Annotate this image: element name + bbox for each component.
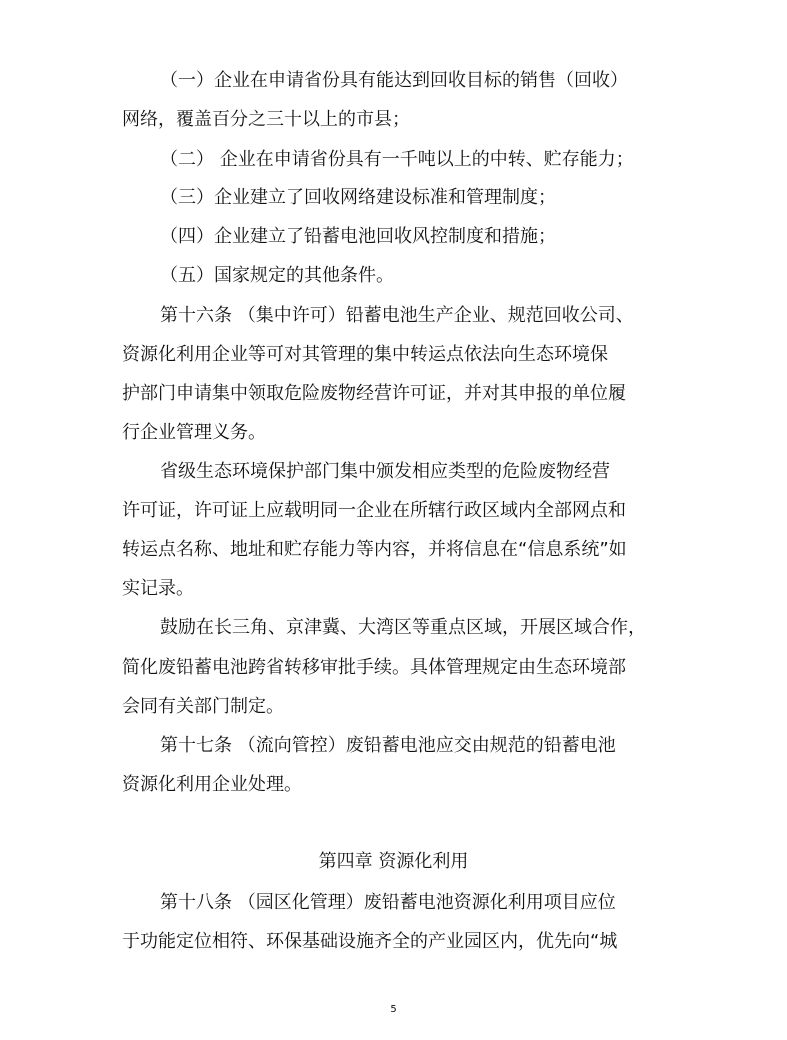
page-number: 5	[390, 1004, 397, 1015]
text-line: 护部门申请集中领取危险废物经营许可证，并对其申报的单位履	[122, 383, 626, 404]
text-line: 实记录。	[122, 578, 194, 599]
text-line: 第十六条 （集中许可）铅蓄电池生产企业、规范回收公司、	[160, 305, 634, 326]
text-line: 会同有关部门制定。	[122, 696, 284, 717]
text-line: 资源化利用企业处理。	[122, 774, 302, 795]
text-line: 网络，覆盖百分之三十以上的市县；	[122, 109, 410, 130]
text-line: （二） 企业在申请省份具有一千吨以上的中转、贮存能力；	[160, 149, 634, 170]
text-line: （一）企业在申请省份具有能达到回收目标的销售（回收）	[160, 70, 628, 91]
chapter-heading: 第四章 资源化利用	[318, 851, 469, 872]
text-line: 行企业管理义务。	[122, 422, 266, 443]
text-line: 许可证，许可证上应载明同一企业在所辖行政区域内全部网点和	[122, 500, 626, 521]
text-line: 第十七条 （流向管控）废铅蓄电池应交由规范的铅蓄电池	[160, 735, 616, 756]
text-line: 于功能定位相符、环保基础设施齐全的产业园区内，优先向“城	[122, 931, 618, 952]
text-line: 第十八条 （园区化管理）废铅蓄电池资源化利用项目应位	[160, 892, 616, 913]
text-line: （四）企业建立了铅蓄电池回收风控制度和措施；	[160, 226, 556, 247]
text-line: 鼓励在长三角、京津冀、大湾区等重点区域，开展区域合作，	[160, 617, 646, 638]
text-line: （五）国家规定的其他条件。	[160, 265, 394, 286]
text-line: 资源化利用企业等可对其管理的集中转运点依法向生态环境保	[122, 344, 608, 365]
text-line: 转运点名称、地址和贮存能力等内容，并将信息在“信息系统”如	[122, 539, 627, 560]
text-line: （三）企业建立了回收网络建设标准和管理制度；	[160, 187, 556, 208]
text-line: 简化废铅蓄电池跨省转移审批手续。具体管理规定由生态环境部	[122, 657, 626, 678]
text-line: 省级生态环境保护部门集中颁发相应类型的危险废物经营	[160, 461, 610, 482]
